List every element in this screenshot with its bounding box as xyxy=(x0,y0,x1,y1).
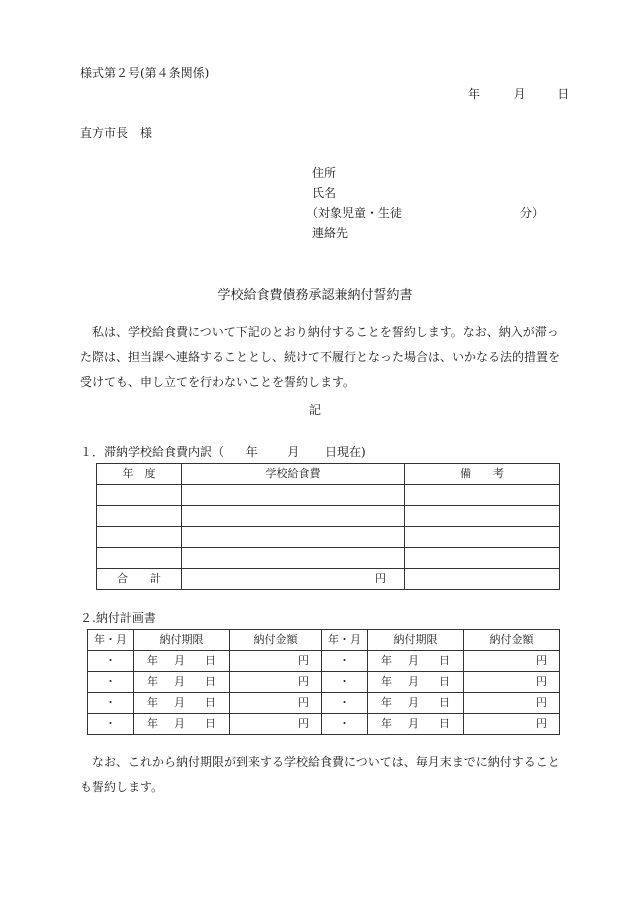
plan-row xyxy=(88,651,560,672)
plan-cell-amount[interactable] xyxy=(464,651,560,672)
plan-cell-year-month[interactable] xyxy=(322,693,368,714)
header-lunch-fee: 学校給食費 xyxy=(182,464,405,485)
arrears-total-row xyxy=(97,569,560,590)
plan-dot: ・ xyxy=(105,675,116,688)
plan-cell-year-month[interactable] xyxy=(322,672,368,693)
plan-date-day: 日 xyxy=(439,654,450,667)
form-number: 様式第２号(第４条関係) xyxy=(80,66,210,80)
plan-body xyxy=(88,651,560,735)
plan-yen: 円 xyxy=(536,675,547,688)
plan-date-day: 日 xyxy=(205,696,216,709)
plan-dot: ・ xyxy=(105,717,116,730)
plan-date-month: 月 xyxy=(408,717,419,730)
plan-date-year: 年 xyxy=(147,675,158,688)
plan-row xyxy=(88,714,560,735)
header-amount: 納付金額 xyxy=(464,630,560,651)
header-due-date: 納付期限 xyxy=(368,630,464,651)
plan-date-day: 日 xyxy=(205,654,216,667)
section2-heading: ２.納付計画書 xyxy=(80,611,156,625)
date-day: 日 xyxy=(557,87,570,101)
plan-date-month: 月 xyxy=(174,654,185,667)
plan-row xyxy=(88,672,560,693)
arrears-cell-year[interactable] xyxy=(97,548,182,569)
plan-date-year: 年 xyxy=(147,696,158,709)
plan-date-year: 年 xyxy=(147,654,158,667)
plan-date-year: 年 xyxy=(147,717,158,730)
plan-row xyxy=(88,693,560,714)
contact-label: 連絡先 xyxy=(312,226,349,240)
plan-date-day: 日 xyxy=(205,717,216,730)
plan-date-day: 日 xyxy=(205,675,216,688)
arrears-cell-fee[interactable] xyxy=(182,506,405,527)
plan-cell-due-date[interactable] xyxy=(368,714,464,735)
header-year-month: 年・月 xyxy=(88,630,134,651)
plan-dot: ・ xyxy=(339,696,350,709)
plan-cell-amount[interactable] xyxy=(230,714,322,735)
date-month: 月 xyxy=(513,87,526,101)
plan-date-month: 月 xyxy=(174,675,185,688)
ki-label: 記 xyxy=(308,403,321,417)
total-yen[interactable]: 円 xyxy=(182,569,405,590)
arrears-cell-fee[interactable] xyxy=(182,485,405,506)
plan-cell-year-month[interactable] xyxy=(88,672,134,693)
total-label: 合 計 xyxy=(97,569,182,590)
header-due-date: 納付期限 xyxy=(134,630,230,651)
total-remarks[interactable] xyxy=(405,569,560,590)
arrears-table xyxy=(96,463,560,590)
plan-cell-year-month[interactable] xyxy=(88,693,134,714)
plan-cell-due-date[interactable] xyxy=(134,651,230,672)
plan-date-month: 月 xyxy=(174,696,185,709)
plan-cell-due-date[interactable] xyxy=(134,672,230,693)
header-amount: 納付金額 xyxy=(230,630,322,651)
plan-cell-due-date[interactable] xyxy=(134,693,230,714)
section1-heading-prefix: １．滞納学校給食費内訳（ xyxy=(80,445,225,459)
arrears-cell-year[interactable] xyxy=(97,485,182,506)
plan-date-year: 年 xyxy=(381,675,392,688)
addressee: 直方市長 様 xyxy=(80,126,153,140)
plan-yen: 円 xyxy=(298,717,309,730)
plan-date-month: 月 xyxy=(408,675,419,688)
plan-cell-amount[interactable] xyxy=(464,693,560,714)
arrears-row xyxy=(97,485,560,506)
section1-heading xyxy=(80,446,366,458)
plan-yen: 円 xyxy=(536,696,547,709)
header-fiscal-year: 年 度 xyxy=(97,464,182,485)
plan-date-year: 年 xyxy=(381,654,392,667)
plan-date-day: 日 xyxy=(439,696,450,709)
name-label: 氏名 xyxy=(312,186,337,200)
footer-paragraph: なお、これから納付期限が到来する学校給食費については、毎月末までに納付することも誓約します。 xyxy=(80,755,560,794)
arrears-cell-remarks[interactable] xyxy=(405,548,560,569)
plan-cell-amount[interactable] xyxy=(230,672,322,693)
arrears-cell-year[interactable] xyxy=(97,527,182,548)
plan-dot: ・ xyxy=(339,717,350,730)
arrears-cell-remarks[interactable] xyxy=(405,506,560,527)
arrears-cell-fee[interactable] xyxy=(182,527,405,548)
plan-cell-due-date[interactable] xyxy=(368,672,464,693)
section1-month: 月 xyxy=(287,445,300,459)
plan-cell-year-month[interactable] xyxy=(322,714,368,735)
plan-date-day: 日 xyxy=(439,717,450,730)
section1-day: 日現在) xyxy=(325,445,366,459)
plan-yen: 円 xyxy=(298,675,309,688)
plan-cell-amount[interactable] xyxy=(464,714,560,735)
plan-cell-amount[interactable] xyxy=(230,651,322,672)
arrears-cell-remarks[interactable] xyxy=(405,527,560,548)
arrears-row xyxy=(97,527,560,548)
date-year: 年 xyxy=(468,87,481,101)
plan-date-month: 月 xyxy=(408,696,419,709)
arrears-cell-remarks[interactable] xyxy=(405,485,560,506)
plan-date-day: 日 xyxy=(439,675,450,688)
plan-yen: 円 xyxy=(298,696,309,709)
plan-cell-due-date[interactable] xyxy=(368,651,464,672)
arrears-header-row xyxy=(97,464,560,485)
plan-cell-due-date[interactable] xyxy=(368,693,464,714)
date-line xyxy=(468,88,569,100)
plan-yen: 円 xyxy=(536,717,547,730)
target-student-close: 分） xyxy=(520,206,545,220)
plan-dot: ・ xyxy=(105,696,116,709)
plan-cell-amount[interactable] xyxy=(230,693,322,714)
plan-cell-year-month[interactable] xyxy=(322,651,368,672)
plan-cell-amount[interactable] xyxy=(464,672,560,693)
arrears-row xyxy=(97,506,560,527)
plan-cell-year-month[interactable] xyxy=(88,651,134,672)
document-title: 学校給食費債務承認兼納付誓約書 xyxy=(217,288,413,303)
section1-year: 年 xyxy=(245,445,258,459)
header-year-month: 年・月 xyxy=(322,630,368,651)
body-paragraph: 私は、学校給食費について下記のとおり納付することを誓約します。なお、納入が滞った際は、担当課へ連絡することとし、続けて不履行となった場合は、いかなる法的措置を受けても、申し立てを行わないことを誓約します。 xyxy=(80,325,561,389)
plan-yen: 円 xyxy=(536,654,547,667)
arrears-cell-year[interactable] xyxy=(97,506,182,527)
plan-date-month: 月 xyxy=(174,717,185,730)
arrears-row xyxy=(97,548,560,569)
plan-header-row xyxy=(88,630,560,651)
arrears-cell-fee[interactable] xyxy=(182,548,405,569)
target-student-open: （対象児童・生徒 xyxy=(306,206,403,220)
payment-plan-table xyxy=(87,629,560,735)
plan-yen: 円 xyxy=(298,654,309,667)
plan-date-month: 月 xyxy=(408,654,419,667)
plan-dot: ・ xyxy=(105,654,116,667)
plan-cell-due-date[interactable] xyxy=(134,714,230,735)
header-remarks: 備 考 xyxy=(405,464,560,485)
plan-cell-year-month[interactable] xyxy=(88,714,134,735)
plan-date-year: 年 xyxy=(381,717,392,730)
plan-dot: ・ xyxy=(339,654,350,667)
plan-date-year: 年 xyxy=(381,696,392,709)
plan-dot: ・ xyxy=(339,675,350,688)
address-label: 住所 xyxy=(312,166,337,180)
